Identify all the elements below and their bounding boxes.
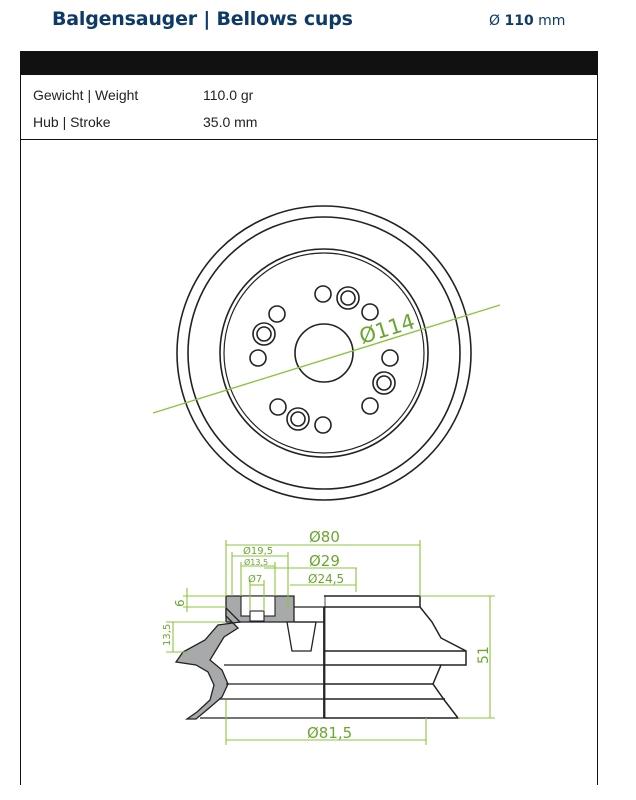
diameter-symbol: Ø	[489, 13, 501, 29]
dim-d81-5: Ø81,5	[307, 724, 353, 742]
dim-h6: 6	[173, 599, 187, 607]
hole-ring-inner	[257, 327, 271, 341]
hole-small	[362, 398, 378, 414]
top-view	[177, 206, 471, 500]
hole-small	[315, 286, 331, 302]
dim-d80: Ø80	[309, 528, 340, 546]
hole-ring-inner	[377, 376, 391, 390]
dim-d7: Ø7	[248, 574, 263, 585]
side-view	[162, 528, 495, 745]
dim-d24-5: Ø24,5	[308, 572, 345, 586]
outer-rim-circle	[177, 206, 471, 500]
dim-d114: Ø114	[356, 309, 418, 349]
spec-label: Gewicht | Weight	[33, 87, 139, 103]
diameter-value: 110	[504, 13, 534, 29]
hole-small	[250, 350, 266, 366]
hole-small	[315, 417, 331, 433]
hole-ring-inner	[341, 291, 355, 305]
hole-small	[382, 350, 398, 366]
dim-h13-5: 13,5	[162, 623, 173, 646]
page-title: Balgensauger | Bellows cups	[52, 8, 353, 30]
diameter-unit: mm	[538, 13, 566, 29]
cup-plate-inner-circle	[224, 253, 424, 453]
dim-d19-5: Ø19,5	[243, 546, 274, 557]
diameter-leader-line	[153, 305, 500, 413]
inner-rim-circle	[188, 217, 460, 489]
dim-d29: Ø29	[309, 552, 340, 570]
side-view-left-section	[176, 596, 324, 719]
hole-small	[269, 306, 285, 322]
dim-d13-5: Ø13,5	[244, 558, 269, 567]
dim-h51: 51	[476, 646, 492, 664]
hole-ring-inner	[291, 412, 305, 426]
side-view-right-half	[324, 596, 466, 718]
hole-small	[270, 399, 286, 415]
spec-value: 35.0 mm	[203, 114, 258, 130]
hole-small	[362, 304, 378, 320]
spec-value: 110.0 gr	[203, 87, 254, 103]
spec-label: Hub | Stroke	[33, 114, 111, 130]
